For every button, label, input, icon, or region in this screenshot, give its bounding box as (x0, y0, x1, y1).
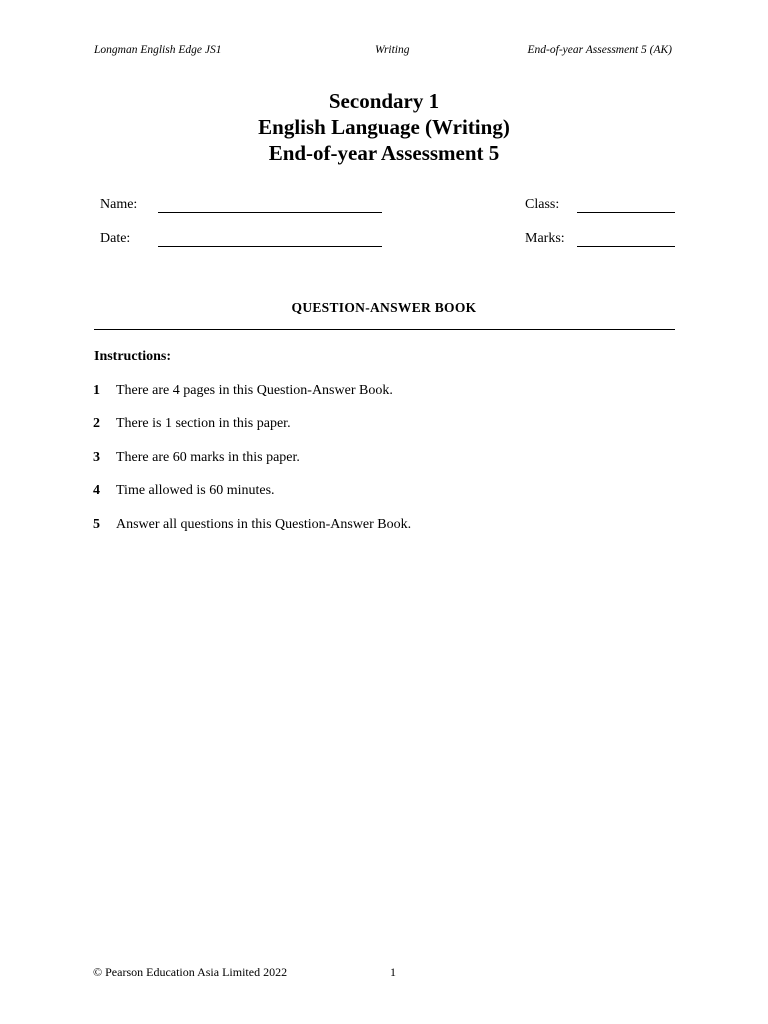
instruction-number: 1 (93, 383, 100, 398)
instruction-text: There are 4 pages in this Question-Answer Book. (116, 383, 393, 398)
title-grade: Secondary 1 (328, 89, 440, 113)
book-title: QUESTION-ANSWER BOOK (291, 300, 477, 315)
instructions-heading: Instructions: (94, 349, 172, 364)
instruction-number: 3 (93, 450, 100, 465)
title-assessment: End-of-year Assessment 5 (268, 141, 500, 165)
name-field[interactable] (158, 212, 382, 213)
page-number: 1 (390, 965, 396, 979)
name-label: Name: (100, 197, 138, 212)
class-label: Class: (525, 197, 560, 212)
instruction-text: There is 1 section in this paper. (116, 416, 291, 431)
header-assessment: End-of-year Assessment 5 (AK) (527, 44, 672, 56)
class-field[interactable] (577, 212, 675, 213)
instruction-number: 4 (93, 483, 100, 498)
footer-copyright: © Pearson Education Asia Limited 2022 (93, 965, 288, 979)
marks-field[interactable] (577, 246, 675, 247)
instruction-text: Time allowed is 60 minutes. (116, 483, 275, 498)
instruction-text: Answer all questions in this Question-Answer Book. (116, 517, 412, 532)
title-subject: English Language (Writing) (258, 115, 510, 139)
header-book-title: Longman English Edge JS1 (94, 44, 222, 56)
date-label: Date: (100, 231, 131, 246)
instruction-number: 5 (93, 517, 100, 532)
marks-label: Marks: (525, 231, 565, 246)
divider (94, 329, 675, 330)
date-field[interactable] (158, 246, 382, 247)
instruction-number: 2 (93, 416, 100, 431)
instruction-text: There are 60 marks in this paper. (116, 450, 300, 465)
header-section: Writing (375, 44, 410, 56)
